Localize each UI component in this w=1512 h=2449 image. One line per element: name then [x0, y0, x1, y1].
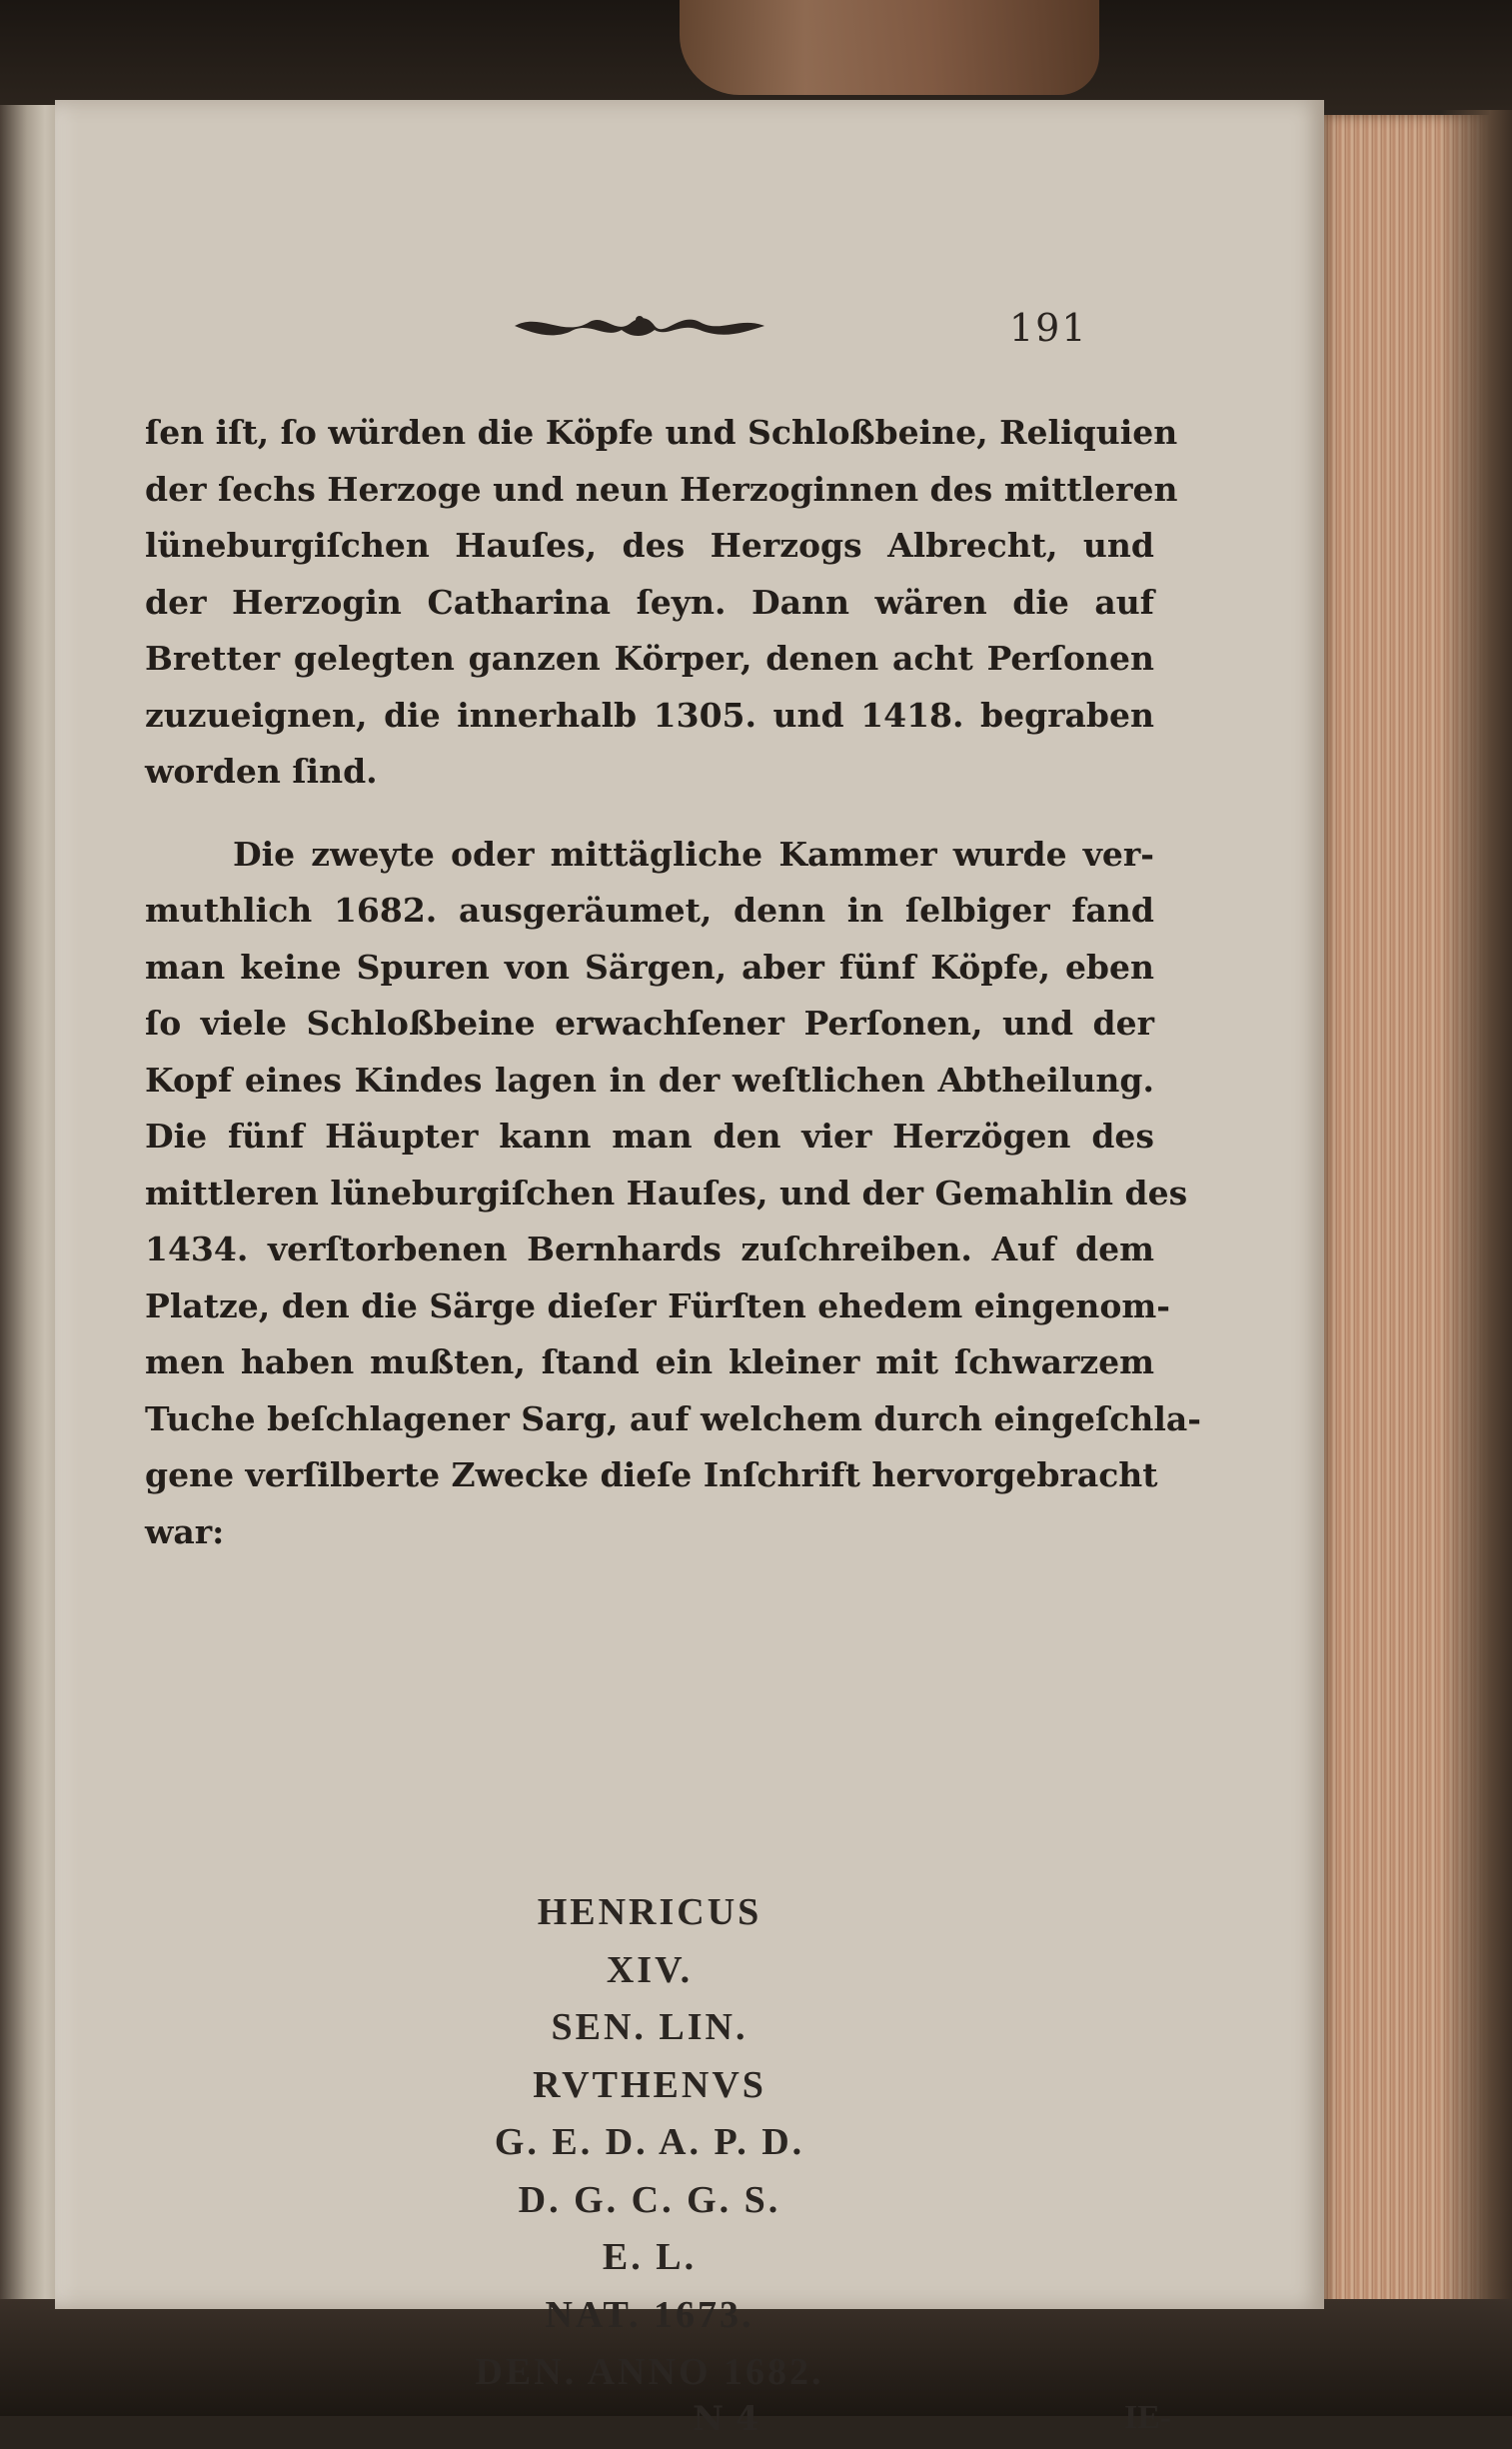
- text-line: man keine Spuren von Särgen, aber fünf Köpfe, eben: [145, 947, 1154, 987]
- book-page: [55, 100, 1324, 2439]
- inscription-line: DEN. ANNO 1682.: [475, 2351, 824, 2393]
- text-line: Tuche beſchlagener Sarg, auf welchem durch eingeſchla-: [145, 1398, 1201, 1438]
- page-footer: [145, 2399, 1172, 2449]
- text-line: 1434. verſtorbenen Bernhards zuſchreiben. Auf dem: [145, 1229, 1154, 1268]
- left-page-edge: [0, 105, 60, 2416]
- text-line: ſo viele Schloßbeine erwachſener Perſonen, und der: [145, 1004, 1154, 1043]
- text-line: men haben mußten, ſtand ein kleiner mit ſchwarzem: [145, 1342, 1154, 1381]
- paragraph-1: [145, 405, 1178, 801]
- inscription-line: NAT. 1673.: [545, 2293, 755, 2336]
- text-line: der ſechs Herzoge und neun Herzoginnen des mittleren: [145, 469, 1178, 509]
- inscription-line: E. L.: [602, 2236, 698, 2278]
- running-head: [55, 300, 1324, 360]
- page-block-shadow: [1439, 110, 1512, 2319]
- text-line: gene verſilberte Zwecke dieſe Inſchrift hervorgebracht: [145, 1455, 1158, 1494]
- text-line: Die zweyte oder mittägliche Kammer wurde ver-: [233, 834, 1154, 874]
- inscription-line: HENRICUS: [537, 1891, 762, 1933]
- body-text: [145, 405, 1201, 2439]
- text-line: Die fünf Häupter kann man den vier Herzögen des: [145, 1117, 1154, 1156]
- text-line: zuzueignen, die innerhalb 1305. und 1418. begraben: [145, 695, 1154, 735]
- coffin-inscription: [145, 1884, 1154, 2402]
- text-line: Kopf eines Kindes lagen in der weſtlichen Abtheilung.: [145, 1060, 1154, 1100]
- inscription-line: D. G. C. G. S.: [518, 2178, 781, 2221]
- inscription-line: G. E. D. A. P. D.: [494, 2121, 805, 2163]
- text-line: ſen iſt, ſo würden die Köpfe und Schloßbeine, Reliquien: [145, 413, 1178, 452]
- text-line: Bretter gelegten ganzen Körper, denen acht Perſonen: [145, 639, 1154, 678]
- page-number: 191: [1009, 306, 1088, 350]
- text-line: lüneburgiſchen Hauſes, des Herzogs Albrecht, und: [145, 526, 1154, 565]
- text-line: war:: [145, 1511, 225, 1551]
- text-line: mittleren lüneburgiſchen Hauſes, und der Gemahlin des: [145, 1173, 1188, 1213]
- paragraph-gap: [145, 801, 1154, 827]
- paragraph-2: [145, 827, 1201, 1561]
- text-line: muthlich 1682. ausgeräumet, denn in ſelbiger fand: [145, 891, 1154, 930]
- text-line: Platze, den die Särge dieſer Fürſten ehedem eingenom-: [145, 1285, 1170, 1325]
- catchword: IE-: [1124, 2399, 1172, 2436]
- inscription-line: RVTHENVS: [533, 2063, 766, 2106]
- headpiece-ornament-icon: [510, 308, 769, 344]
- signature-mark: N 4: [693, 2399, 759, 2439]
- inscription-line: SEN. LIN.: [551, 2006, 749, 2048]
- text-line: der Herzogin Catharina ſeyn. Dann wären die auf: [145, 582, 1154, 622]
- inscription-line: XIV.: [606, 1948, 694, 1991]
- bookmark-ribbon: [680, 0, 1099, 95]
- text-line: worden ſind.: [145, 752, 378, 791]
